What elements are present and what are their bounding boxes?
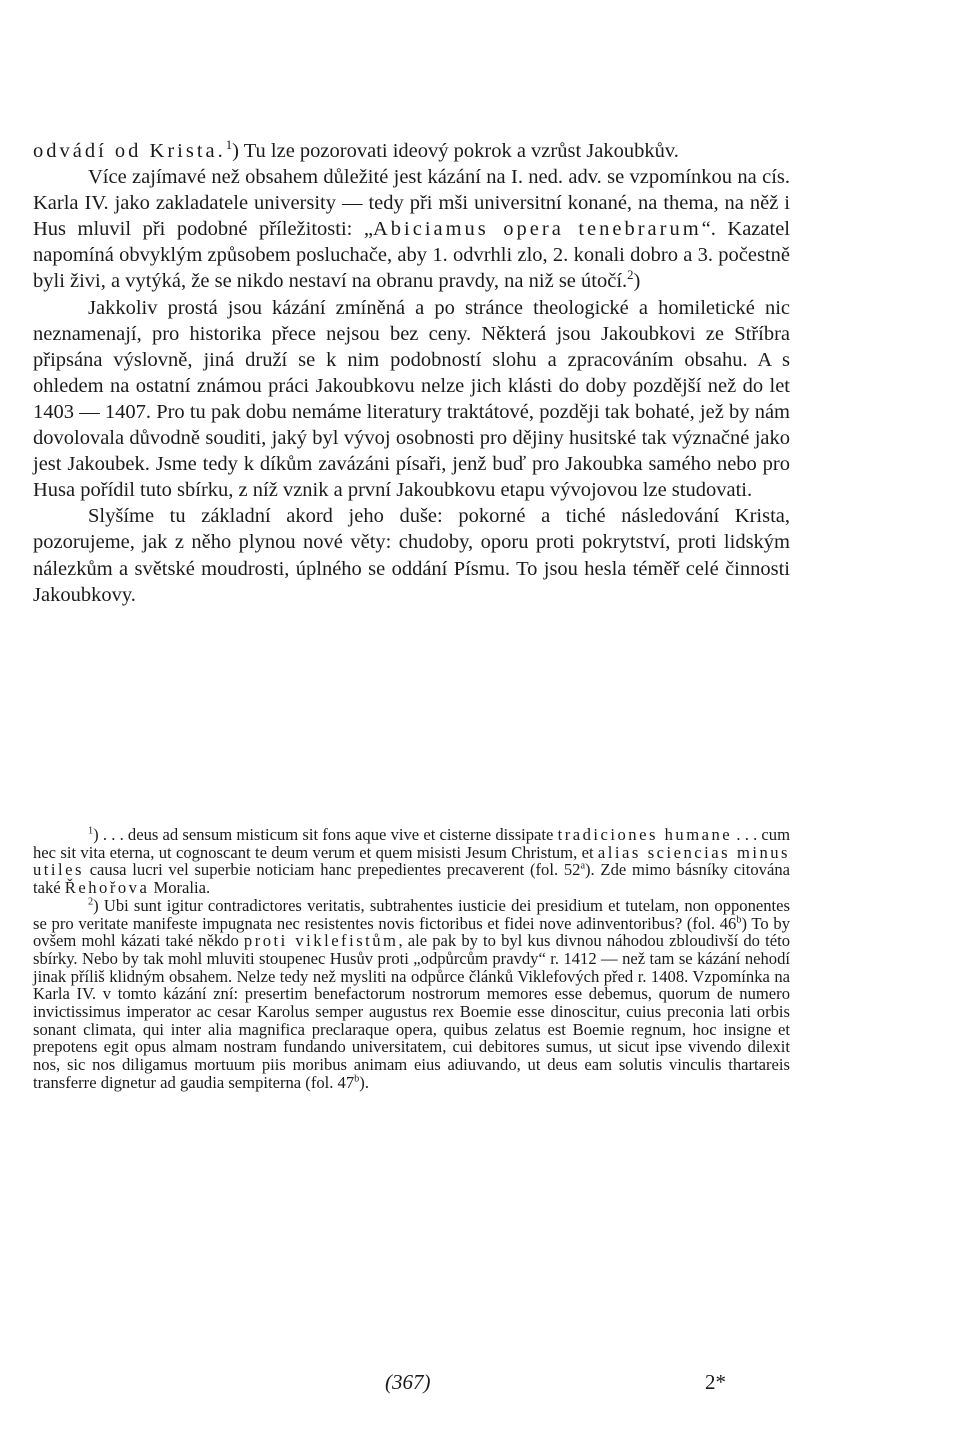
footnote-1 <box>33 826 790 897</box>
footnote-text: Moralia. <box>149 878 211 898</box>
main-text <box>33 138 790 608</box>
spaced-quote: Abiciamus opera tenebrarum <box>372 218 702 241</box>
paragraph-2 <box>33 164 790 294</box>
footnote-text: ) Ubi sunt igitur contradictores veritatis, subtrahentes iusticie dei presidium et tutelam, non opponentes se pro veritate manifeste impugnata nec resistentes novis fictoribus et fidei nove adinventoribus? (fol. 46 <box>33 895 790 933</box>
spaced-text: alias sciencias minus utiles <box>33 842 791 880</box>
paragraph-1 <box>33 138 790 164</box>
paragraph-3: Jakkoliv prostá jsou kázání zmíněná a po stránce theologické a homiletické nic neznamenají, pro historika přece nejsou bez ceny. Některá jsou Jakoubkovi ze Stříbra připsána výslovně, jiná druží se k nim podobností slohu a zpracováním obsahu. A s ohledem na ostatní známou práci Jakoubkovu nelze jich klásti do doby pozdější než do let 1403 — 1407. Pro tu pak dobu nemáme literatury traktátové, později tak bohaté, jež by nám dovolovala důvodně souditi, jaký byl vývoj osobnosti pro dějiny husitské tak význačné jako jest Jakoubek. Jsme tedy k díkům zavázáni písaři, jenž buď pro Jakoubka samého nebo pro Husa pořídil tuto sbírku, z níž vznik a první Jakoubkovu etapu vývojovou lze studovati. <box>33 296 790 502</box>
spaced-text: Řehořova <box>64 878 150 898</box>
footnote-text: ). <box>359 1072 369 1092</box>
spaced-text: odvádí od Krista. <box>33 140 226 162</box>
footnote-text: . . . cum hec sit vita eterna, ut cognoscant te deum verum et quem misisti Jesum Christum, et <box>33 825 790 862</box>
footnote-text: , ale pak by to byl kus divnou náhodou zbloudivší do této sbírky. Nebo by tak mohl mluviti stoupenec Husův proti „odpůrcům pravdy“ r. 1412 — než tam se kázání nehodí jinak příliš klidným obsahem. Nelze tedy než mysliti na odpůrce článků Viklefových před r. 1408. Vzpomínka na Karla IV. v tomto kázání zní: presertim benefactorum nostrorum memores esse debemus, quorum de numero invictissimus imperator ac cesar Karolus semper augustus rex Boemie esse dinoscitur, cuius preconia lati orbis sonant climata, qui inter alia magnifica preclaraque opera, quibus zelatus est Boemie regnum, hoc insigne et prepotens egit opus almam nostram fundando universitatem, cui debitores sumus, ut sicut ipse vivendo dilexit nos, sic nos diligamus mortuum piis moribus animam eius adiuvando, ut deus eam solutis vinculis thartareis transferre dignetur ad gaudia sempiterna (fol. 47 <box>33 931 790 1092</box>
footnotes <box>33 826 790 1092</box>
footnote-text: ). Zde mimo básníky citována také <box>33 860 791 898</box>
footnote-text: ) . . . deus ad sensum misticum sit fons aque vive et cisterne dissipate <box>93 825 558 844</box>
paragraph-text: ) <box>633 270 641 293</box>
page-number: (367) <box>385 1370 431 1394</box>
paragraph-text: Více zajímavé než obsahem důležité jest kázání na I. ned. adv. se vzpomínkou na cís. Karla IV. jako zakladatele university — tedy při mši universitní konané, na thema, na něž i Hus mluvil při podobné příležitosti: „ <box>33 166 790 241</box>
spaced-text: tradiciones humane <box>557 825 733 844</box>
folio-side: b <box>354 1073 360 1085</box>
footnote-marker: 1 <box>88 825 94 837</box>
footnote-2 <box>33 897 790 1092</box>
footnote-ref-2: 2 <box>627 268 634 283</box>
footnote-text: causa lucri vel superbie noticiam hanc prepedientes precaverent (fol. 52 <box>83 860 581 880</box>
folio-side: b <box>736 913 742 925</box>
paragraph-4: Slyšíme tu základní akord jeho duše: pokorné a tiché následování Krista, pozorujeme, jak z něho plynou nové věty: chudoby, oporu proti pokrytství, proti lidským nálezkům a světské moudrosti, úplného se oddání Písmu. To jsou hesla téměř celé činnosti Jakoubkovy. <box>33 505 790 606</box>
footnote-marker: 2 <box>88 896 94 908</box>
paragraph-text: “. Kazatel napomíná obvyklým způsobem posluchače, aby 1. odvrhli zlo, 2. konali dobro a 3. počestně byli živi, a vytýká, že se nikdo nestaví na obranu pravdy, na niž se útočí. <box>33 218 790 293</box>
footnote-ref-1: 1 <box>225 138 233 153</box>
spaced-text: proti viklefistům <box>243 931 399 951</box>
footnote-text: ) To by ovšem mohl kázati také někdo <box>33 913 790 951</box>
signature-mark: 2* <box>705 1370 726 1394</box>
paragraph-text: ) Tu lze pozorovati ideový pokrok a vzrůst Jakoubkův. <box>232 140 679 162</box>
folio-side: a <box>580 860 586 872</box>
